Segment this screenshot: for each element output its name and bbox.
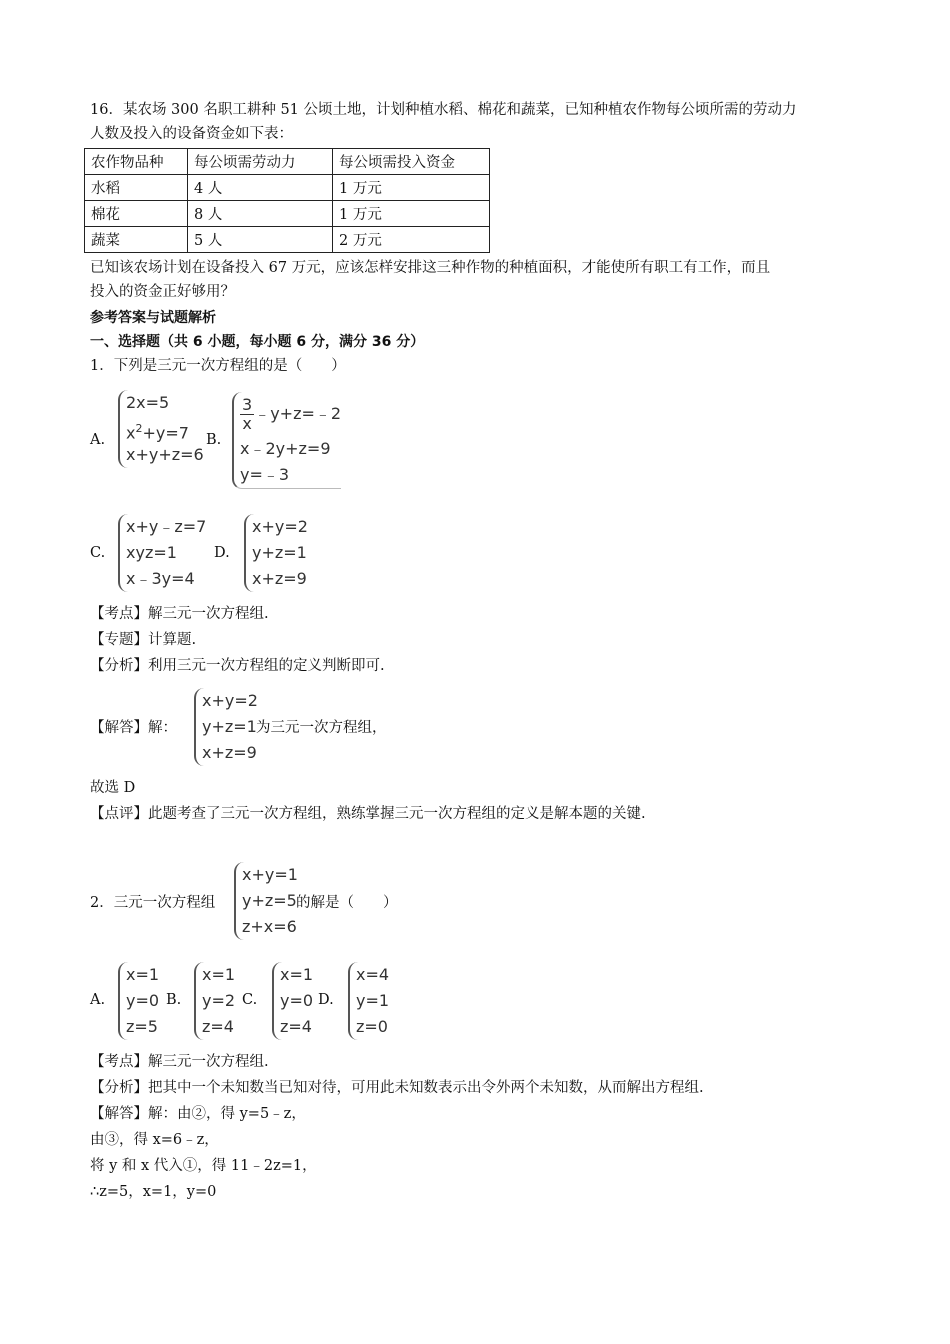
equation: $x^2+y=7$	[126, 422, 189, 443]
q1-option-d-label: D.	[214, 545, 230, 561]
q2-option-a-system	[118, 962, 159, 1040]
q1-option-c-system	[118, 514, 206, 592]
q16-text-line2: 人数及投入的设备资金如下表：	[90, 126, 293, 142]
q1-jieda-suffix: 为三元一次方程组，	[256, 720, 387, 736]
table-cell: 蔬菜	[85, 227, 188, 253]
q2-option-d-label: D.	[318, 992, 334, 1008]
q1-option-c-label: C.	[90, 545, 106, 561]
table-row	[85, 201, 490, 227]
q2-jieda: 【解答】解：由②，得 y=5﹣z，	[90, 1106, 306, 1122]
equation: y=0	[126, 991, 160, 1010]
equation: y=﹣3	[240, 465, 290, 484]
section1-title: 一、选择题（共 6 小题，每小题 6 分，满分 36 分）	[90, 334, 425, 350]
equation: y=0	[280, 991, 314, 1010]
q2-stem-system	[234, 862, 298, 940]
table-row	[85, 175, 490, 201]
q1-choice: 故选 D	[90, 780, 136, 796]
q2-step2: 由③，得 x=6﹣z，	[90, 1132, 219, 1148]
table-cell: 4 人	[188, 175, 333, 201]
equation: y+z=1	[252, 543, 307, 562]
q2-option-d-system	[348, 962, 389, 1040]
q2-stem-suffix: 的解是（ ）	[296, 895, 398, 911]
table-header-cell: 每公顷需投入资金	[333, 149, 490, 175]
equation: x+z=9	[202, 743, 257, 762]
table-cell: 5 人	[188, 227, 333, 253]
q2-step4: ∴z=5，x=1，y=0	[90, 1184, 217, 1200]
equation: x+y=2	[252, 517, 308, 536]
table-cell: 2 万元	[333, 227, 490, 253]
equation: y=2	[202, 991, 236, 1010]
q1-option-b-label: B.	[206, 432, 222, 448]
table-cell: 1 万元	[333, 201, 490, 227]
equation: 2x=5	[126, 393, 170, 412]
q16-text-line3: 已知该农场计划在设备投入 67 万元，应该怎样安排这三种作物的种植面积，才能使所有职工有工作，而且	[90, 260, 771, 276]
table-cell: 棉花	[85, 201, 188, 227]
q1-zhuanti: 【专题】计算题.	[90, 632, 197, 648]
equation: x﹣3y=4	[126, 569, 195, 588]
equation: z+x=6	[242, 917, 297, 936]
equation: x+y﹣z=7	[126, 517, 207, 536]
q2-fenxi: 【分析】把其中一个未知数当已知对待，可用此未知数表示出令外两个未知数，从而解出方程组.	[90, 1080, 704, 1096]
table-row	[85, 227, 490, 253]
q1-option-a-label: A.	[90, 432, 106, 448]
q2-option-c-system	[272, 962, 313, 1040]
table-cell: 8 人	[188, 201, 333, 227]
table-header-row	[85, 149, 490, 175]
equation: y=1	[356, 991, 390, 1010]
q1-kaodian: 【考点】解三元一次方程组.	[90, 606, 269, 622]
equation: z=4	[280, 1017, 312, 1036]
equation: x=1	[280, 965, 314, 984]
table-cell: 水稻	[85, 175, 188, 201]
equation: x+y=2	[202, 691, 258, 710]
q1-dianping: 【点评】此题考查了三元一次方程组，熟练掌握三元一次方程组的定义是解本题的关键.	[90, 806, 646, 822]
equation: x+z=9	[252, 569, 307, 588]
equation: y+z=1	[202, 717, 257, 736]
q16-text-line1: 16．某农场 300 名职工耕种 51 公顷土地，计划种植水稻、棉花和蔬菜，已知种植农作物每公顷所需的劳动力	[90, 102, 797, 118]
q2-stem-prefix: 2．三元一次方程组	[90, 895, 216, 911]
q2-option-a-label: A.	[90, 992, 106, 1008]
equation: xyz=1	[126, 543, 177, 562]
q2-step3: 将 y 和 x 代入①，得 11﹣2z=1，	[90, 1158, 317, 1174]
q2-kaodian: 【考点】解三元一次方程组.	[90, 1054, 269, 1070]
fraction: $\frac{3}{x}$	[242, 395, 253, 433]
equation: x+y+z=6	[126, 445, 204, 464]
equation: $\frac{3}{x}$ ﹣y+z=﹣2	[242, 395, 342, 433]
q1-option-d-system	[244, 514, 308, 592]
equation: z=0	[356, 1017, 388, 1036]
q1-fenxi: 【分析】利用三元一次方程组的定义判断即可.	[90, 658, 385, 674]
equation: y+z=5	[242, 891, 297, 910]
equation: x=1	[202, 965, 236, 984]
table-header-cell: 农作物品种	[85, 149, 188, 175]
table-header-cell: 每公顷需劳动力	[188, 149, 333, 175]
equation: x﹣2y+z=9	[240, 439, 331, 458]
equation: z=5	[126, 1017, 158, 1036]
q1-option-a-system	[118, 390, 204, 468]
q2-option-c-label: C.	[242, 992, 258, 1008]
q16-text-line4: 投入的资金正好够用？	[90, 284, 235, 300]
equation: x=4	[356, 965, 390, 984]
equation: x=1	[126, 965, 160, 984]
table-cell: 1 万元	[333, 175, 490, 201]
q2-option-b-label: B.	[166, 992, 182, 1008]
q1-jieda-system	[194, 688, 258, 766]
q1-stem: 1．下列是三元一次方程组的是（ ）	[90, 358, 346, 374]
equation: x+y=1	[242, 865, 298, 884]
answers-title: 参考答案与试题解析	[90, 310, 216, 326]
q1-jieda-prefix: 【解答】解：	[90, 720, 177, 736]
equation: z=4	[202, 1017, 234, 1036]
q1-option-b-system	[232, 392, 341, 489]
q2-option-b-system	[194, 962, 235, 1040]
crop-table	[84, 148, 490, 253]
